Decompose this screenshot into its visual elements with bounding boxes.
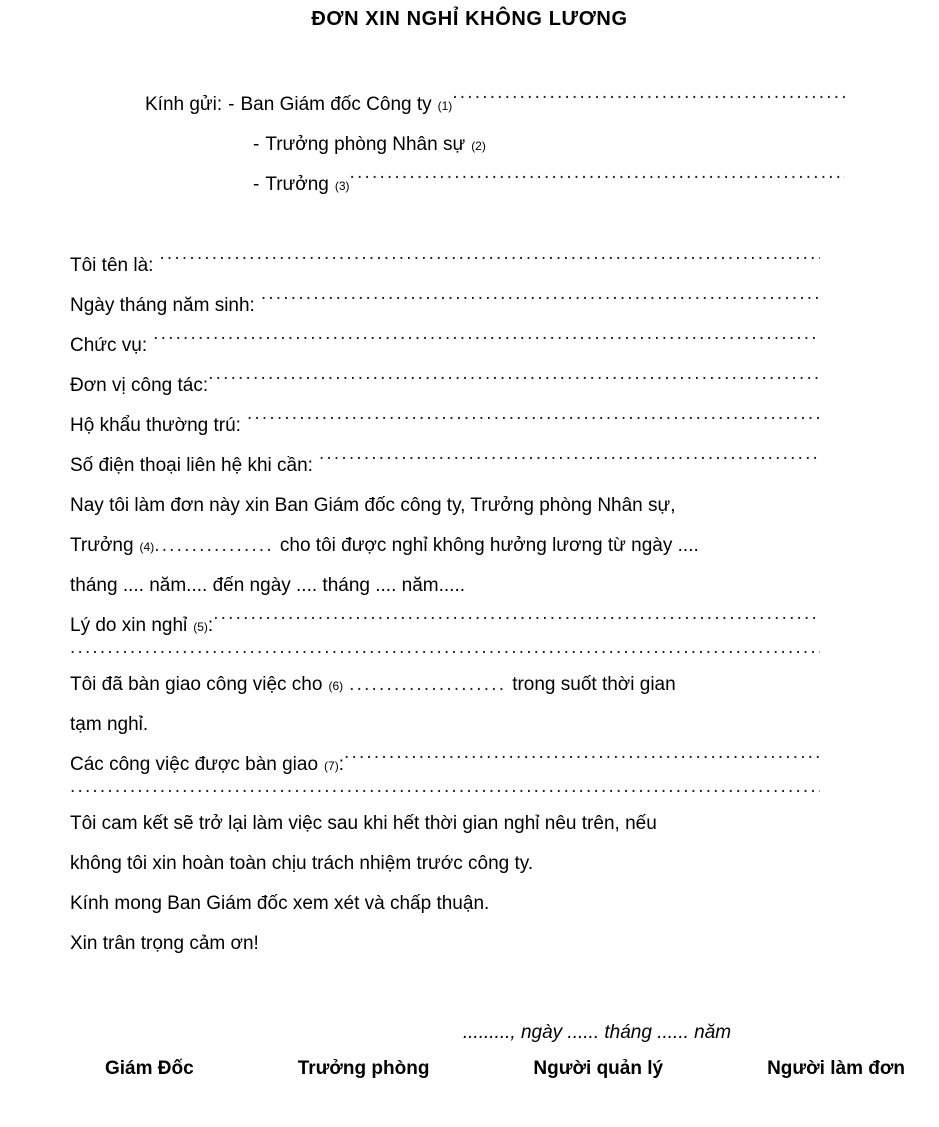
tasks-input[interactable]: [344, 751, 820, 770]
field-label-dob: Ngày tháng năm sinh:: [70, 295, 255, 316]
field-input-dob[interactable]: [261, 292, 820, 311]
reason-colon: :: [207, 615, 214, 636]
recipient-label-2: Trưởng phòng Nhân sự: [265, 134, 466, 155]
recipient-label-3: Trưởng: [265, 174, 329, 195]
recipient-dotted-line-1: [452, 91, 845, 110]
field-row-dob: [70, 286, 820, 326]
field-label-position: Chức vụ:: [70, 335, 148, 356]
date-line[interactable]: ........., ngày ...... tháng ...... năm: [462, 1022, 732, 1043]
handover-input-person[interactable]: .....................: [349, 674, 507, 695]
request-input-manager[interactable]: ................: [154, 535, 274, 556]
field-label-phone: Số điện thoại liên hệ khi cần:: [70, 455, 313, 476]
field-row-department: [70, 366, 820, 406]
recipient-row-1: Kính gửi: - Ban Giám đốc Công ty (1) .....: [145, 85, 845, 125]
closing-line-3: Kính mong Ban Giám đốc xem xét và chấp thuận.: [70, 893, 490, 914]
field-input-name[interactable]: [159, 252, 820, 271]
closing-line-1: Tôi cam kết sẽ trở lại làm việc sau khi hết thời gian nghỉ nêu trên, nếu: [70, 813, 657, 834]
tasks-colon: :: [338, 754, 344, 775]
signature-label-department-head: Trưởng phòng: [297, 1058, 430, 1079]
field-row-phone: [70, 446, 820, 486]
request-line-1: Nay tôi làm đơn này xin Ban Giám đốc công ty, Trưởng phòng Nhân sự,: [70, 495, 676, 516]
recipient-dash-2: -: [253, 134, 260, 155]
reason-input[interactable]: [213, 612, 820, 631]
signature-label-director: Giám Đốc: [105, 1058, 194, 1079]
recipient-dash-3: -: [253, 174, 260, 195]
field-input-phone[interactable]: [319, 452, 820, 471]
recipient-row-2: - Trưởng phòng Nhân sự (2): [145, 125, 845, 165]
signature-label-manager: Người quản lý: [533, 1058, 664, 1079]
field-label-department: Đơn vị công tác:: [70, 375, 209, 396]
field-row-position: [70, 326, 820, 366]
reason-row: Lý do xin nghỉ (5) : .....: [70, 606, 820, 646]
handover-row: Tôi đã bàn giao công việc cho (6) ..................... trong suốt thời gian: [70, 665, 820, 705]
request-suffix-label: cho tôi được nghỉ không hưởng lương từ ngày ....: [279, 535, 699, 556]
recipient-block: [145, 85, 845, 205]
field-input-department[interactable]: [208, 372, 820, 391]
page-title: ĐƠN XIN NGHỈ KHÔNG LƯƠNG: [311, 8, 628, 30]
handover-prefix-label: Tôi đã bàn giao công việc cho: [70, 674, 323, 695]
field-input-position[interactable]: [153, 332, 820, 351]
reason-input-continued[interactable]: [70, 646, 820, 665]
tasks-input-continued[interactable]: [70, 785, 820, 804]
signature-label-applicant: Người làm đơn: [767, 1058, 905, 1079]
recipient-label-1: Ban Giám đốc Công ty: [240, 94, 432, 115]
handover-line-2: tạm nghỉ.: [70, 714, 149, 735]
field-label-name: Tôi tên là:: [70, 255, 154, 276]
closing-line-2: không tôi xin hoàn toàn chịu trách nhiệm trước công ty.: [70, 853, 534, 874]
recipient-dotted-line-3: [350, 171, 845, 190]
request-line-2: Trưởng (4) ................ cho tôi được nghỉ không hưởng lương từ ngày ....: [70, 526, 820, 566]
request-prefix-label: Trưởng: [70, 535, 134, 556]
closing-line-4: Xin trân trọng cảm ơn!: [70, 933, 259, 954]
tasks-row-continuation: [70, 785, 820, 804]
signature-row: [105, 1058, 905, 1080]
field-row-name: [70, 246, 820, 286]
salutation-label: Kính gửi:: [145, 94, 223, 115]
tasks-label: Các công việc được bàn giao: [70, 754, 319, 775]
handover-suffix-label: trong suốt thời gian: [512, 674, 676, 695]
form-body: [70, 246, 820, 964]
field-label-residence: Hộ khẩu thường trú:: [70, 415, 241, 436]
reason-row-continuation: [70, 646, 820, 665]
field-input-residence[interactable]: [247, 412, 820, 431]
recipient-dash-1: -: [228, 94, 235, 115]
tasks-row: Các công việc được bàn giao (7) : .....: [70, 745, 820, 785]
recipient-row-3: - Trưởng (3) .....: [145, 165, 845, 205]
reason-label: Lý do xin nghỉ: [70, 615, 188, 636]
request-line-3: tháng .... năm.... đến ngày .... tháng .... năm.....: [70, 575, 466, 596]
field-row-residence: [70, 406, 820, 446]
